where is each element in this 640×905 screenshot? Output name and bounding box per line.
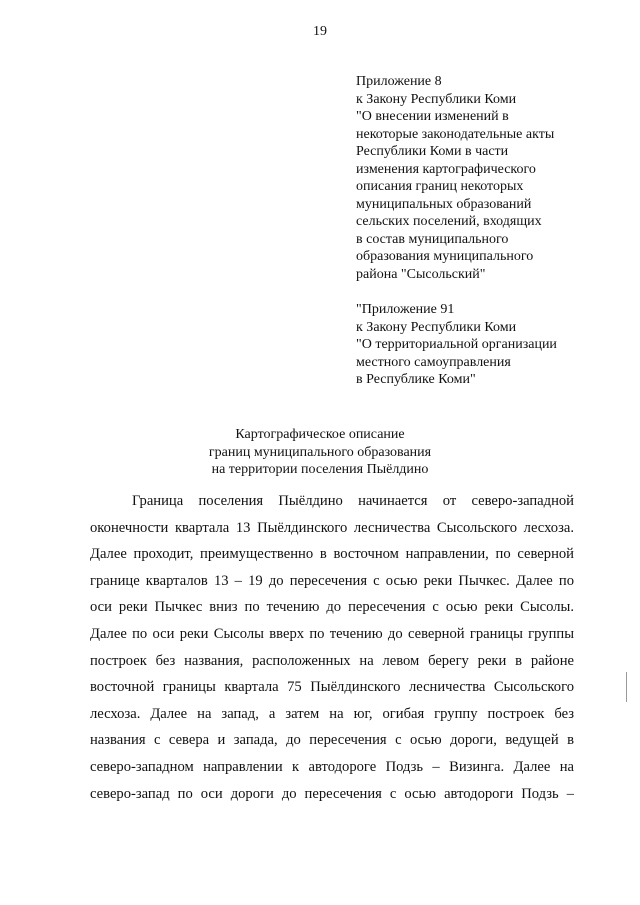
- body-line: Далее проходит, преимущественно в восточном направлении, по северной: [90, 546, 574, 563]
- annex-line: к Закону Республики Коми: [356, 319, 517, 335]
- body-line: оси реки Пычкес вниз по течению до пересечения с осью реки Сысолы.: [90, 599, 574, 616]
- annex-line: района "Сысольский": [356, 266, 486, 282]
- body-line: северо-западном направлении к автодороге Подзь – Визинга. Далее на: [90, 758, 574, 775]
- title-line: границ муниципального образования: [208, 444, 432, 460]
- body-line: границе кварталов 13 – 19 до пересечения с осью реки Пычкес. Далее по: [90, 572, 574, 589]
- body-line: лесхоза. Далее на запад, а затем на юг, огибая группу построек без: [90, 705, 574, 722]
- body-line: восточной границы квартала 75 Пыёлдинского лесничества Сысольского: [90, 679, 574, 696]
- annex-line: Приложение 8: [356, 74, 442, 89]
- document-title: [0, 426, 640, 479]
- title-line: на территории поселения Пыёлдино: [211, 462, 429, 477]
- annex-line: "Приложение 91: [356, 302, 455, 317]
- annex-header-primary: [356, 73, 616, 283]
- annex-line: некоторые законодательные акты: [356, 126, 555, 142]
- body-line: оконечности квартала 13 Пыёлдинского лесничества Сысольского лесхоза.: [90, 519, 574, 536]
- annex-line: местного самоуправления: [356, 354, 511, 370]
- body-paragraph: [90, 488, 574, 807]
- body-line: построек без названия, расположенных на левом берегу реки в районе: [90, 652, 574, 669]
- annex-line: сельских поселений, входящих: [356, 214, 542, 229]
- annex-line: Республики Коми в части: [356, 144, 509, 159]
- body-line: названия с севера и запада, до пересечения с осью дороги, ведущей в: [90, 732, 574, 749]
- annex-line: в Республике Коми": [356, 372, 476, 387]
- annex-line: "О внесении изменений в: [356, 109, 509, 124]
- body-line: Граница поселения Пыёлдино начинается от северо-западной: [132, 493, 574, 509]
- page-number: 19: [313, 24, 327, 39]
- title-line: Картографическое описание: [235, 427, 405, 442]
- annex-line: к Закону Республики Коми: [356, 91, 517, 107]
- annex-line: изменения картографического: [356, 161, 536, 177]
- annex-line: описания границ некоторых: [356, 179, 524, 194]
- annex-line: в состав муниципального: [356, 231, 509, 247]
- annex-line: образования муниципального: [356, 249, 534, 264]
- annex-line: "О территориальной организации: [356, 337, 557, 352]
- scan-edge-mark: [626, 672, 627, 702]
- body-line: северо-запад по оси дороги до пересечения с осью автодороги Подзь –: [90, 785, 574, 802]
- body-line: Далее по оси реки Сысолы вверх по течению до северной границы группы: [90, 625, 574, 642]
- annex-header-secondary: [356, 301, 616, 389]
- annex-line: муниципальных образований: [356, 196, 532, 212]
